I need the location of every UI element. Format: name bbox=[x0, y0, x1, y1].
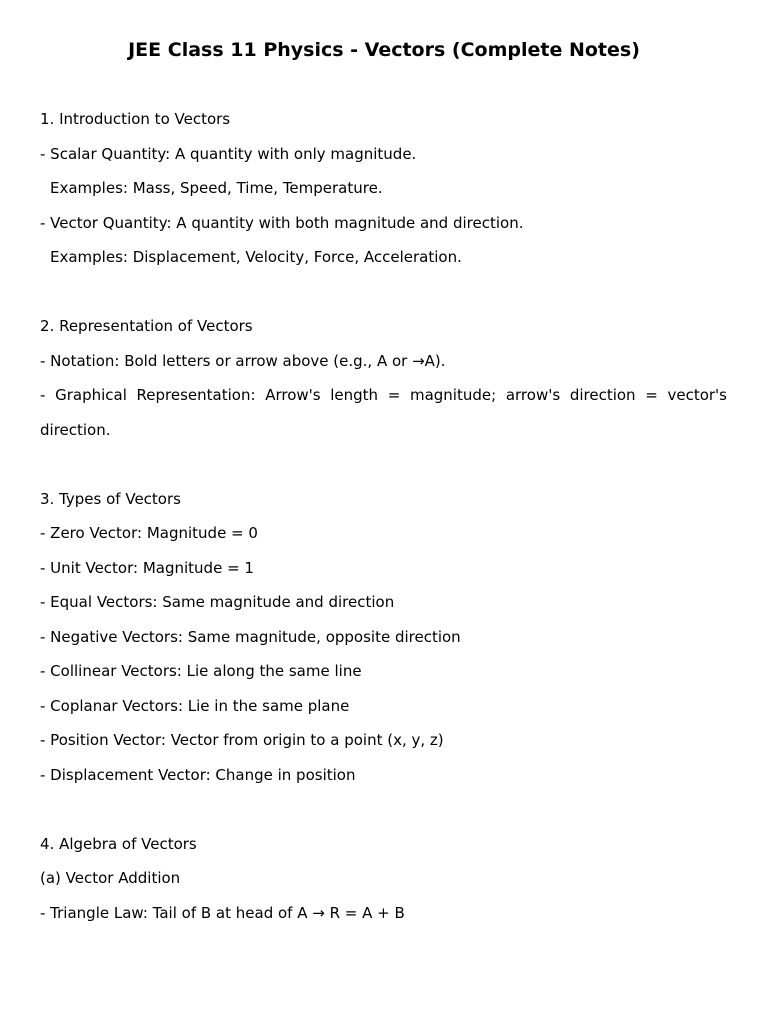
subsection-heading: (a) Vector Addition bbox=[40, 869, 181, 887]
section-heading: 1. Introduction to Vectors bbox=[40, 110, 231, 128]
text-line: - Notation: Bold letters or arrow above (e.g., A or →A). bbox=[40, 351, 446, 370]
text-line: - Coplanar Vectors: Lie in the same plane bbox=[40, 696, 350, 715]
text-line: - Unit Vector: Magnitude = 1 bbox=[40, 558, 254, 577]
text-line: - Position Vector: Vector from origin to a point (x, y, z) bbox=[40, 731, 444, 749]
text-line: - Vector Quantity: A quantity with both magnitude and direction. bbox=[40, 213, 524, 232]
blank-line bbox=[40, 451, 727, 486]
blank-line bbox=[40, 279, 727, 314]
section-heading: 2. Representation of Vectors bbox=[40, 317, 253, 335]
section-heading: 4. Algebra of Vectors bbox=[40, 834, 197, 853]
section-heading: 3. Types of Vectors bbox=[40, 489, 181, 508]
text-line: - Collinear Vectors: Lie along the same line bbox=[40, 662, 362, 680]
text-line: - Triangle Law: Tail of B at head of A → R = A + B bbox=[40, 903, 405, 922]
page-title: JEE Class 11 Physics - Vectors (Complete Notes) bbox=[128, 39, 640, 61]
text-line: - Zero Vector: Magnitude = 0 bbox=[40, 524, 258, 542]
text-line: direction. bbox=[40, 420, 111, 439]
blank-line bbox=[40, 796, 727, 831]
document-body bbox=[40, 106, 727, 934]
text-line: - Graphical Representation: Arrow's length = magnitude; arrow's direction = vector's bbox=[40, 386, 727, 404]
text-line: - Negative Vectors: Same magnitude, opposite direction bbox=[40, 627, 461, 646]
text-line: - Equal Vectors: Same magnitude and direction bbox=[40, 593, 395, 611]
text-line: - Scalar Quantity: A quantity with only magnitude. bbox=[40, 144, 417, 163]
text-line: Examples: Mass, Speed, Time, Temperature. bbox=[50, 179, 383, 197]
text-line: - Displacement Vector: Change in position bbox=[40, 765, 356, 784]
text-line: Examples: Displacement, Velocity, Force, Acceleration. bbox=[50, 248, 462, 266]
